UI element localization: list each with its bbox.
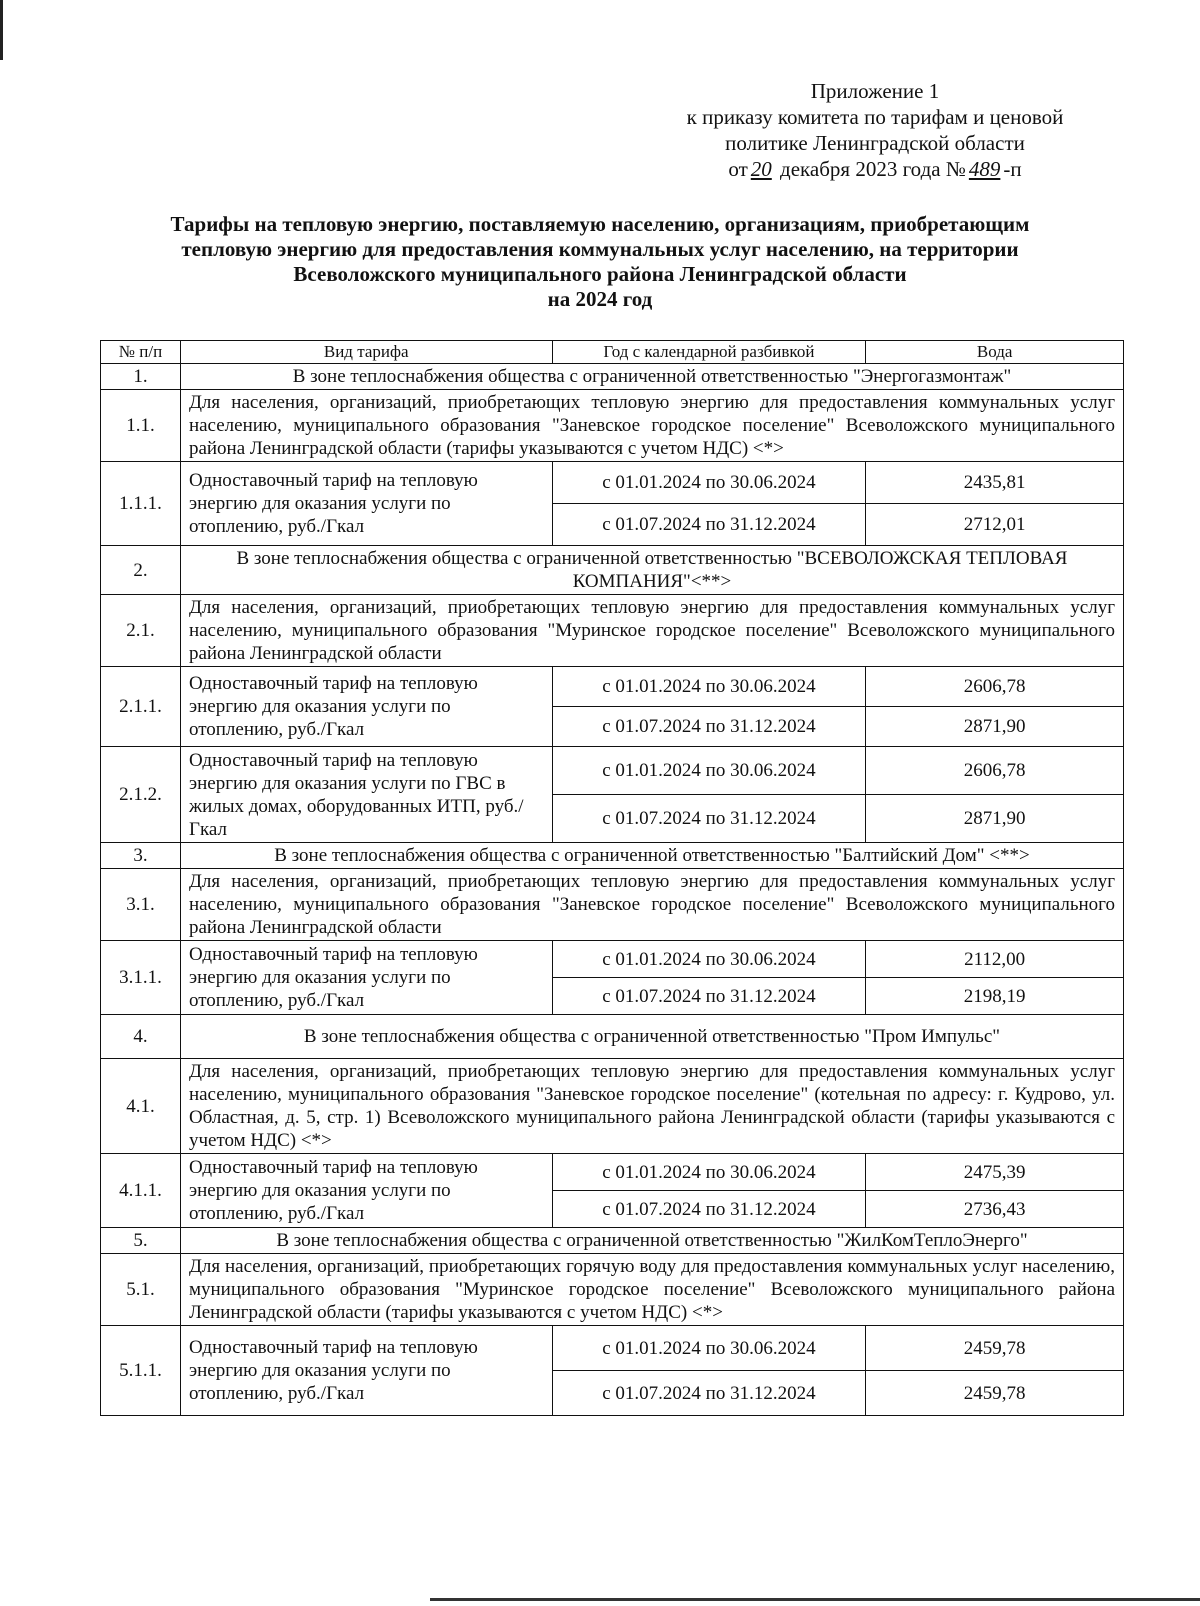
tariff-period: с 01.01.2024 по 30.06.2024	[552, 747, 866, 795]
tariff-value: 2459,78	[866, 1326, 1124, 1371]
date-middle: декабря 2023 года №	[774, 157, 966, 181]
tariff-name: Одноставочный тариф на тепловую энергию для оказания услуги по отоплению, руб./Гкал	[180, 462, 552, 546]
table-header-row	[101, 341, 1124, 364]
tariff-num: 1.1.1.	[101, 462, 181, 546]
consumer-row	[101, 595, 1124, 667]
tariff-value: 2435,81	[866, 462, 1124, 504]
consumer-num: 4.1.	[101, 1059, 181, 1154]
date-suffix: -п	[1003, 157, 1022, 181]
consumer-num: 5.1.	[101, 1254, 181, 1326]
tariff-period: с 01.01.2024 по 30.06.2024	[552, 1326, 866, 1371]
zone-row	[101, 364, 1124, 390]
tariff-name: Одноставочный тариф на тепловую энергию для оказания услуги по отоплению, руб./Гкал	[180, 941, 552, 1015]
tariff-value: 2475,39	[866, 1154, 1124, 1191]
tariff-num: 4.1.1.	[101, 1154, 181, 1228]
tariff-value: 2606,78	[866, 747, 1124, 795]
tariff-row	[101, 462, 1124, 504]
consumer-text: Для населения, организаций, приобретающих тепловую энергию для предоставления коммунальных услуг населению, муниципального образования "Заневское городское поселение" Всеволожского муниципального района Ленинградской области (тарифы указываются с учетом НДС) <*>	[180, 390, 1123, 462]
zone-num: 1.	[101, 364, 181, 390]
scan-edge-bottom	[430, 1598, 1200, 1601]
tariff-num: 2.1.2.	[101, 747, 181, 843]
tariff-num: 2.1.1.	[101, 667, 181, 747]
tariff-period: с 01.07.2024 по 31.12.2024	[552, 978, 866, 1015]
title-line-4: на 2024 год	[547, 287, 653, 311]
zone-num: 4.	[101, 1015, 181, 1059]
tariff-value: 2871,90	[866, 795, 1124, 843]
zone-text: В зоне теплоснабжения общества с ограниченной ответственностью "Пром Импульс"	[180, 1015, 1123, 1059]
date-day-handwritten: 20	[750, 157, 772, 181]
header-water: Вода	[866, 341, 1124, 364]
tariff-value: 2112,00	[866, 941, 1124, 978]
consumer-text: Для населения, организаций, приобретающих тепловую энергию для предоставления коммунальных услуг населению, муниципального образования "Заневское городское поселение" (котельная по адресу: г. Кудрово, ул. Областная, д. 5, стр. 1) Всеволожского муниципального района Ленинградской области (тарифы указываются с учетом НДС) <*>	[180, 1059, 1123, 1154]
zone-row	[101, 843, 1124, 869]
consumer-row	[101, 390, 1124, 462]
consumer-num: 2.1.	[101, 595, 181, 667]
tariff-period: с 01.07.2024 по 31.12.2024	[552, 504, 866, 546]
tariff-period: с 01.07.2024 по 31.12.2024	[552, 1371, 866, 1416]
tariff-value: 2459,78	[866, 1371, 1124, 1416]
consumer-text: Для населения, организаций, приобретающих тепловую энергию для предоставления коммунальных услуг населению, муниципального образования "Заневское городское поселение" Всеволожского муниципального района Ленинградской области	[180, 869, 1123, 941]
tariff-row	[101, 1326, 1124, 1371]
consumer-row	[101, 869, 1124, 941]
title-line-3: Всеволожского муниципального района Ленинградской области	[293, 262, 907, 286]
zone-text: В зоне теплоснабжения общества с ограниченной ответственностью "ВСЕВОЛОЖСКАЯ ТЕПЛОВАЯ КОМПАНИЯ"<**>	[180, 546, 1123, 595]
consumer-row	[101, 1059, 1124, 1154]
tariff-row	[101, 667, 1124, 707]
zone-text: В зоне теплоснабжения общества с ограниченной ответственностью "Балтийский Дом" <**>	[180, 843, 1123, 869]
annex-date-line	[640, 156, 1110, 182]
consumer-num: 3.1.	[101, 869, 181, 941]
header-period: Год с календарной разбивкой	[552, 341, 866, 364]
tariff-value: 2736,43	[866, 1191, 1124, 1228]
tariff-num: 3.1.1.	[101, 941, 181, 1015]
annex-header	[640, 78, 1110, 182]
header-num: № п/п	[101, 341, 181, 364]
order-number-handwritten: 489	[968, 157, 1001, 181]
tariff-table	[100, 340, 1124, 1416]
consumer-num: 1.1.	[101, 390, 181, 462]
tariff-value: 2871,90	[866, 707, 1124, 747]
tariff-period: с 01.07.2024 по 31.12.2024	[552, 707, 866, 747]
tariff-period: с 01.01.2024 по 30.06.2024	[552, 462, 866, 504]
zone-num: 5.	[101, 1228, 181, 1254]
zone-num: 3.	[101, 843, 181, 869]
tariff-row	[101, 1154, 1124, 1191]
scan-edge-left	[0, 0, 3, 60]
zone-row	[101, 1228, 1124, 1254]
tariff-period: с 01.01.2024 по 30.06.2024	[552, 667, 866, 707]
consumer-row	[101, 1254, 1124, 1326]
header-tariff-type: Вид тарифа	[180, 341, 552, 364]
tariff-num: 5.1.1.	[101, 1326, 181, 1416]
consumer-text: Для населения, организаций, приобретающих тепловую энергию для предоставления коммунальных услуг населению, муниципального образования "Муринское городское поселение" Всеволожского муниципального района Ленинградской области	[180, 595, 1123, 667]
tariff-name: Одноставочный тариф на тепловую энергию для оказания услуги по отоплению, руб./Гкал	[180, 1326, 552, 1416]
tariff-period: с 01.07.2024 по 31.12.2024	[552, 795, 866, 843]
document-title	[100, 212, 1100, 312]
annex-line-1: Приложение 1	[810, 79, 940, 103]
tariff-period: с 01.01.2024 по 30.06.2024	[552, 1154, 866, 1191]
tariff-row	[101, 941, 1124, 978]
annex-line-2: к приказу комитета по тарифам и ценовой	[686, 105, 1064, 129]
tariff-row	[101, 747, 1124, 795]
tariff-value: 2198,19	[866, 978, 1124, 1015]
title-line-1: Тарифы на тепловую энергию, поставляемую населению, организациям, приобретающим	[170, 212, 1030, 236]
tariff-value: 2712,01	[866, 504, 1124, 546]
consumer-text: Для населения, организаций, приобретающих горячую воду для предоставления коммунальных услуг населению, муниципального образования "Муринское городское поселение" Всеволожского муниципального района Ленинградской области (тарифы указываются с учетом НДС) <*>	[180, 1254, 1123, 1326]
zone-row	[101, 546, 1124, 595]
zone-text: В зоне теплоснабжения общества с ограниченной ответственностью "Энергогазмонтаж"	[180, 364, 1123, 390]
tariff-period: с 01.01.2024 по 30.06.2024	[552, 941, 866, 978]
tariff-name: Одноставочный тариф на тепловую энергию для оказания услуги по ГВС в жилых домах, оборудованных ИТП, руб./Гкал	[180, 747, 552, 843]
date-prefix: от	[728, 157, 748, 181]
title-line-2: тепловую энергию для предоставления коммунальных услуг населению, на территории	[181, 237, 1019, 261]
zone-text: В зоне теплоснабжения общества с ограниченной ответственностью "ЖилКомТеплоЭнерго"	[180, 1228, 1123, 1254]
tariff-value: 2606,78	[866, 667, 1124, 707]
tariff-period: с 01.07.2024 по 31.12.2024	[552, 1191, 866, 1228]
tariff-name: Одноставочный тариф на тепловую энергию для оказания услуги по отоплению, руб./Гкал	[180, 667, 552, 747]
tariff-name: Одноставочный тариф на тепловую энергию для оказания услуги по отоплению, руб./Гкал	[180, 1154, 552, 1228]
zone-num: 2.	[101, 546, 181, 595]
zone-row	[101, 1015, 1124, 1059]
annex-line-3: политике Ленинградской области	[725, 131, 1025, 155]
